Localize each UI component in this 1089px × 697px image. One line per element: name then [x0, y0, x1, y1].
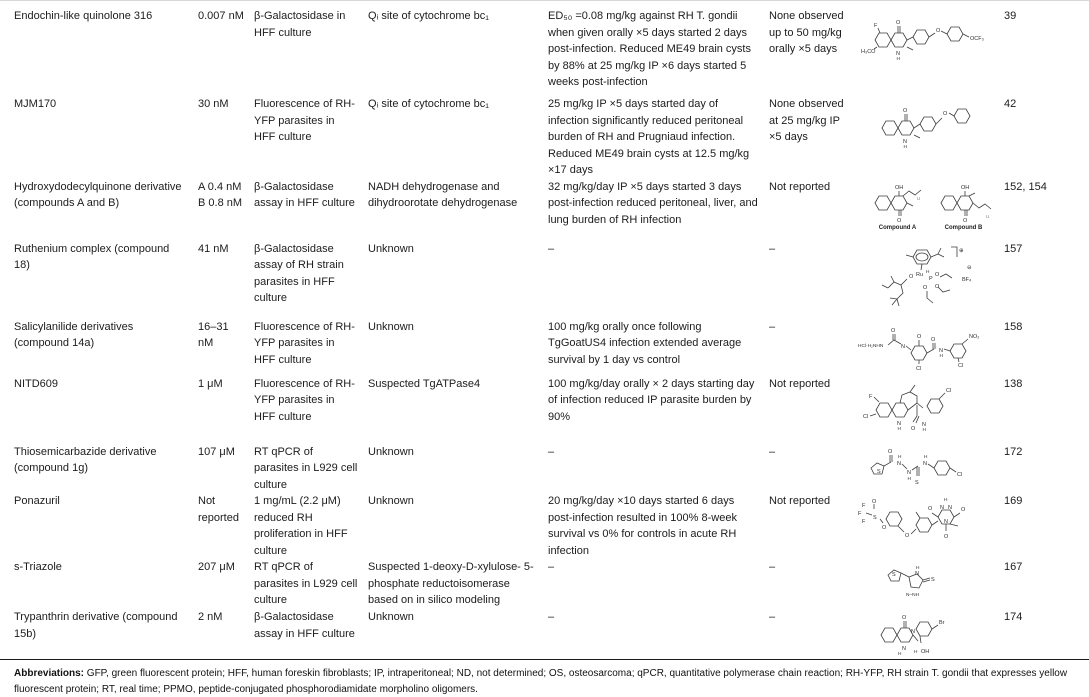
reference-number: 167 — [1004, 561, 1023, 573]
chemical-structure-image — [861, 378, 1001, 436]
potency-value: 30 nM — [198, 98, 229, 110]
svg-text:F: F — [862, 519, 866, 525]
svg-text:H: H — [903, 145, 907, 150]
table-row — [14, 96, 1089, 179]
svg-text:O: O — [934, 271, 939, 278]
toxicity-text: Not reported — [769, 495, 831, 507]
svg-text:N: N — [901, 343, 905, 350]
potency-value: 0.007 nM — [198, 10, 244, 22]
reference-number: 157 — [1004, 242, 1023, 255]
svg-text:S: S — [873, 515, 877, 521]
toxicity-text: – — [769, 242, 776, 255]
svg-text:⊖: ⊖ — [966, 264, 972, 271]
svg-text:O: O — [931, 336, 936, 343]
potency-value: 41 nM — [198, 242, 229, 255]
compound-b-figure — [933, 181, 995, 233]
svg-text:N: N — [914, 571, 919, 577]
svg-text:Ru: Ru — [915, 271, 923, 278]
chemical-structure-image — [861, 446, 1001, 490]
table-row — [14, 8, 1089, 96]
chemical-structure-image — [861, 243, 1001, 317]
assay-text: Fluorescence of RH-YFP parasites in HFF culture — [254, 320, 355, 366]
compound-name: MJM170 — [14, 98, 57, 110]
svg-text:N: N — [922, 460, 927, 467]
svg-text:S: S — [914, 479, 919, 486]
svg-text:HCl·H₂NHN: HCl·H₂NHN — [858, 343, 884, 349]
potency-value: 16–31 nM — [198, 320, 229, 349]
compound-name: Ruthenium complex (compound 18) — [14, 242, 170, 271]
reference-number: 39 — [1004, 10, 1017, 22]
svg-text:H: H — [925, 269, 929, 275]
svg-text:O: O — [922, 284, 927, 291]
chemical-structure-image — [871, 611, 991, 657]
assay-text: RT qPCR of parasites in L929 cell culture — [254, 561, 358, 606]
svg-text:H: H — [897, 454, 901, 460]
efficacy-text: – — [548, 561, 555, 573]
efficacy-text: 100 mg/kg orally once following TgGoatUS4 infection extended average survival by 1 day vs control — [548, 320, 742, 366]
svg-text:Cl: Cl — [916, 365, 922, 372]
reference-number: 172 — [1004, 445, 1023, 458]
svg-text:S: S — [876, 468, 881, 475]
svg-text:N: N — [944, 519, 948, 525]
assay-text: Fluorescence of RH-YFP parasites in HFF culture — [254, 98, 355, 143]
svg-text:N: N — [948, 505, 952, 511]
target-text: Suspected TgATPase4 — [368, 377, 481, 390]
assay-text: Fluorescence of RH-YFP parasites in HFF culture — [254, 377, 355, 423]
target-text: Unknown — [368, 445, 414, 458]
compound-name: Trypanthrin derivative (compound 15b) — [14, 611, 178, 640]
svg-text:O: O — [961, 507, 966, 513]
svg-text:H: H — [923, 454, 927, 460]
assay-text: β-Galactosidase assay in HFF culture — [254, 180, 355, 209]
toxicity-text: None observed up to 50 mg/kg orally ×5 days — [769, 10, 844, 55]
svg-text:F: F — [868, 393, 872, 400]
target-text: Unknown — [368, 320, 414, 333]
svg-text:O: O — [905, 533, 910, 539]
assay-text: β-Galactosidase in HFF culture — [254, 10, 346, 39]
chemical-structure-image — [933, 181, 995, 223]
table-row — [14, 376, 1089, 444]
svg-text:O: O — [887, 448, 892, 455]
svg-text:Br: Br — [938, 620, 944, 626]
table-row — [14, 609, 1089, 657]
svg-text:₁₁: ₁₁ — [985, 213, 989, 219]
reference-number: 152, 154 — [1004, 180, 1047, 193]
svg-text:H: H — [907, 476, 911, 482]
svg-text:O: O — [962, 217, 967, 224]
svg-text:N: N — [902, 139, 907, 145]
potency-value: 2 nM — [198, 611, 223, 623]
chemical-structure — [857, 96, 1004, 148]
efficacy-text: – — [548, 445, 555, 458]
svg-text:O: O — [902, 108, 907, 114]
svg-text:H: H — [896, 57, 900, 62]
chemical-structure — [857, 609, 1004, 657]
svg-text:N: N — [910, 629, 915, 635]
svg-text:OH: OH — [920, 649, 929, 655]
toxicity-text: – — [769, 320, 776, 333]
svg-text:N: N — [939, 347, 943, 354]
table-row — [14, 493, 1089, 559]
efficacy-text: 25 mg/kg IP ×5 days started day of infection significantly reduced peritoneal burden of RH and Prugniaud infection. Reduced ME49 brain cysts at 12.5 mg/kg ×17 days — [548, 98, 750, 176]
toxicity-text: – — [769, 445, 776, 458]
compound-name: Salicylanilide derivatives (compound 14a) — [14, 320, 134, 349]
svg-text:H₃CO: H₃CO — [860, 49, 875, 55]
svg-text:S: S — [891, 572, 896, 578]
svg-text:O: O — [895, 20, 900, 26]
svg-text:Cl: Cl — [958, 362, 964, 369]
svg-text:O: O — [942, 111, 947, 117]
svg-text:O: O — [908, 273, 913, 280]
svg-text:F: F — [873, 23, 877, 29]
svg-text:BF₄: BF₄ — [961, 276, 971, 283]
reference-number: 158 — [1004, 320, 1023, 333]
structure-caption: Compound A — [878, 224, 917, 231]
compound-a-figure — [867, 181, 929, 233]
svg-text:O: O — [944, 534, 949, 540]
svg-text:F: F — [862, 503, 866, 509]
abbreviations-text: GFP, green fluorescent protein; HFF, human foreskin fibroblasts; IP, intraperitoneal; ND, not determined; OS, osteosarcoma; qPCR, quantitative polymerase chain reaction; RH-YFP, RH strain T. gondii that expresses yellow fluorescent protein; RT, real time; PPMO, peptide-conjugated phosphorodiamidate morpholino oligomers. — [14, 668, 1068, 695]
svg-text:N: N — [896, 420, 901, 427]
chemical-structure-image — [860, 10, 1001, 62]
potency-value: 207 μM — [198, 561, 235, 573]
table-row — [14, 559, 1089, 609]
svg-text:₁₁: ₁₁ — [916, 195, 920, 201]
svg-text:H: H — [944, 498, 948, 503]
svg-text:O: O — [896, 217, 901, 224]
svg-text:F: F — [858, 511, 862, 517]
target-text: Unknown — [368, 611, 414, 623]
efficacy-text: 32 mg/kg/day IP ×5 days started 3 days post-infection reduced peritoneal, liver, and lung burden of RH infection — [548, 180, 758, 226]
svg-text:O: O — [928, 506, 933, 512]
efficacy-text: 20 mg/kg/day ×10 days started 6 days post-infection resulted in 100% 8-week survival vs 0% for controls in acute RH infection — [548, 495, 737, 557]
svg-text:N: N — [895, 51, 900, 57]
svg-text:O: O — [935, 28, 940, 34]
svg-text:H: H — [939, 353, 943, 359]
table-row — [14, 241, 1089, 319]
svg-text:N: N — [921, 421, 926, 428]
chemical-structure — [857, 376, 1004, 436]
chemical-structure-image — [867, 181, 929, 223]
chemical-structure-image — [858, 495, 1003, 547]
svg-text:N: N — [940, 505, 944, 511]
compound-name: s-Triazole — [14, 561, 62, 573]
abbreviations-footnote — [0, 660, 1089, 697]
toxicity-text: – — [769, 611, 776, 623]
svg-text:N: N — [906, 469, 911, 476]
compound-name: Ponazuril — [14, 495, 60, 507]
svg-text:O: O — [882, 525, 887, 531]
toxicity-text: – — [769, 561, 776, 573]
chemical-structure-image — [858, 321, 1003, 371]
svg-text:O: O — [872, 499, 877, 505]
potency-value: 1 μM — [198, 377, 223, 390]
efficacy-text: – — [548, 611, 555, 623]
target-text: Unknown — [368, 242, 414, 255]
target-text: Unknown — [368, 495, 414, 507]
target-text: Suspected 1-deoxy-D-xylulose- 5-phosphate reductoisomerase based on in silico modeling — [368, 561, 534, 606]
chemical-structure — [857, 493, 1004, 547]
svg-text:O: O — [901, 615, 906, 621]
table-row — [14, 179, 1089, 241]
compound-name: Thiosemicarbazide derivative (compound 1g) — [14, 445, 157, 474]
svg-text:H: H — [915, 566, 919, 571]
potency-value: Not reported — [198, 495, 239, 524]
target-text: NADH dehydrogenase and dihydroorotate dehydrogenase — [368, 180, 518, 209]
efficacy-text: ED₅₀ =0.08 mg/kg against RH T. gondii when given orally ×5 days started 2 days post-infection. Reduced ME49 brain cysts by 88% at 25 mg/kg IP ×6 days started 5 weeks post-infection — [548, 10, 751, 88]
toxicity-text: Not reported — [769, 180, 831, 193]
potency-value: A 0.4 nM B 0.8 nM — [198, 180, 243, 209]
potency-value: 107 μM — [198, 445, 235, 458]
svg-text:O: O — [934, 283, 939, 290]
table-row — [14, 444, 1089, 494]
svg-text:S: S — [930, 577, 935, 583]
compound-name: Hydroxydodecylquinone derivative (compounds A and B) — [14, 180, 182, 209]
svg-text:OH: OH — [894, 184, 903, 191]
assay-text: 1 mg/mL (2.2 μM) reduced RH proliferation in HFF culture — [254, 495, 348, 557]
assay-text: β-Galactosidase assay in HFF culture — [254, 611, 355, 640]
svg-text:Cl: Cl — [956, 471, 962, 478]
assay-text: β-Galactosidase assay of RH strain parasites in HFF culture — [254, 242, 344, 304]
chemical-structure-image — [866, 98, 996, 148]
reference-number: 42 — [1004, 98, 1017, 110]
svg-text:H: H — [922, 427, 926, 433]
svg-text:OCF₃: OCF₃ — [969, 36, 984, 42]
chemical-structure — [857, 8, 1004, 62]
compound-name: Endochin-like quinolone 316 — [14, 10, 153, 22]
chemical-structure — [857, 444, 1004, 490]
efficacy-text: – — [548, 242, 555, 255]
svg-text:O: O — [910, 425, 915, 432]
svg-text:H: H — [897, 426, 901, 432]
reference-number: 138 — [1004, 377, 1023, 390]
svg-text:OH: OH — [960, 184, 969, 191]
chemical-structure — [857, 319, 1004, 371]
svg-text:N–NH: N–NH — [905, 593, 919, 598]
chemical-structure — [857, 179, 1004, 233]
svg-text:O: O — [917, 333, 922, 340]
target-text: Qᵢ site of cytochrome bc₁ — [368, 10, 489, 22]
reference-number: 174 — [1004, 611, 1023, 623]
svg-text:N: N — [896, 460, 901, 467]
svg-text:P: P — [928, 275, 933, 282]
svg-text:N: N — [901, 646, 906, 652]
svg-text:NO₂: NO₂ — [969, 333, 980, 340]
svg-text:Cl: Cl — [862, 413, 868, 420]
chemical-structure — [857, 241, 1004, 317]
compound-name: NITD609 — [14, 377, 59, 390]
chemical-structure-image — [876, 561, 986, 603]
target-text: Qᵢ site of cytochrome bc₁ — [368, 98, 489, 110]
svg-text:O: O — [891, 327, 896, 334]
svg-text:H: H — [913, 650, 917, 655]
svg-text:H: H — [897, 652, 901, 657]
toxicity-text: Not reported — [769, 377, 831, 390]
reference-number: 169 — [1004, 495, 1023, 507]
structure-caption: Compound B — [944, 224, 983, 231]
efficacy-text: 100 mg/kg/day orally × 2 days starting day of infection reduced IP parasite burden by 90% — [548, 377, 755, 423]
assay-text: RT qPCR of parasites in L929 cell culture — [254, 445, 358, 491]
chemical-structure — [857, 559, 1004, 603]
toxicity-text: None observed at 25 mg/kg IP ×5 days — [769, 98, 844, 143]
svg-text:Cl: Cl — [945, 387, 951, 394]
svg-text:⊕: ⊕ — [958, 247, 964, 254]
table-row — [14, 319, 1089, 376]
abbreviations-label: Abbreviations: — [14, 668, 85, 679]
